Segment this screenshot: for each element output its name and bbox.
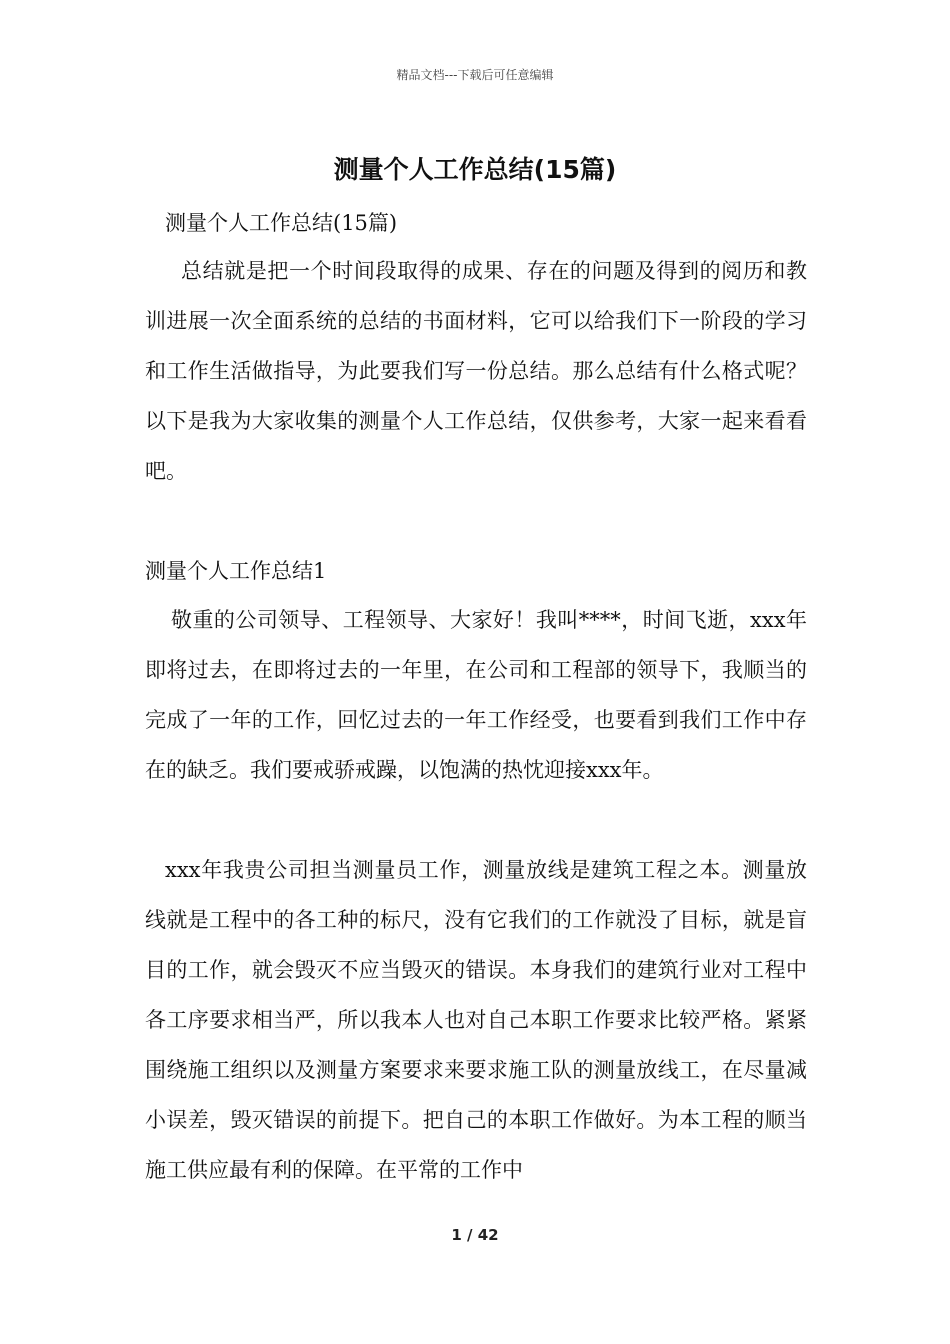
- page-number: 1 / 42: [451, 1226, 499, 1244]
- document-subtitle: 测量个人工作总结(15篇): [165, 211, 398, 235]
- document-title: 测量个人工作总结(15篇): [333, 155, 617, 184]
- body-paragraph: xxx年我贵公司担当测量员工作，测量放线是建筑工程之本。测量放线就是工程中的各工种的标尺，没有它我们的工作就没了目标，就是盲目的工作，就会毁灭不应当毁灭的错误。本身我们的建筑行业对工程中各工序要求相当严，所以我本人也对自己本职工作要求比较严格。紧紧围绕施工组织以及测量方案要求来要求施工队的测量放线工，在尽量减小误差，毁灭错误的前提下。把自己的本职工作做好。为本工程的顺当施工供应最有利的保障。在平常的工作中: [145, 858, 807, 1182]
- section-heading: 测量个人工作总结1: [145, 559, 327, 583]
- document-header-note: 精品文档---下载后可任意编辑: [396, 68, 554, 82]
- body-paragraph: 敬重的公司领导、工程领导、大家好！我叫****，时间飞逝，xxx年即将过去，在即将过去的一年里，在公司和工程部的领导下，我顺当的完成了一年的工作，回忆过去的一年工作经受，也要看到我们工作中存在的缺乏。我们要戒骄戒躁，以饱满的热忱迎接xxx年。: [145, 608, 807, 782]
- intro-paragraph: 总结就是把一个时间段取得的成果、存在的问题及得到的阅历和教训进展一次全面系统的总结的书面材料，它可以给我们下一阶段的学习和工作生活做指导，为此要我们写一份总结。那么总结有什么格式呢？以下是我为大家收集的测量个人工作总结，仅供参考，大家一起来看看吧。: [145, 259, 807, 483]
